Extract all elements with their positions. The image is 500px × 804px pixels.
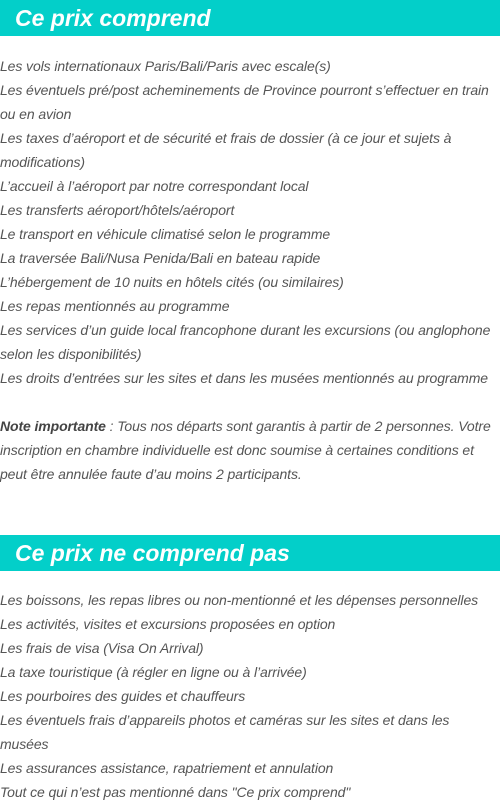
excluded-section-header xyxy=(0,535,500,571)
included-item-transport: Le transport en véhicule climatisé selon le programme xyxy=(0,226,331,242)
important-note-label: Note importante xyxy=(0,418,106,434)
excluded-item-drinks: Les boissons, les repas libres ou non-mentionné et les dépenses personnelles xyxy=(0,592,479,608)
important-note-text: : Tous nos départs sont garantis à partir de 2 personnes. Votre inscription en chambre individuelle est donc soumise à certaines conditions et peut être annulée faute d’au moins 2 participants. xyxy=(0,418,491,482)
included-item-guide: Les services d’un guide local francophone durant les excursions (ou anglophone selon les disponibilités) xyxy=(0,322,491,362)
excluded-item-tips: Les pourboires des guides et chauffeurs xyxy=(0,688,246,704)
included-item-taxes: Les taxes d’aéroport et de sécurité et frais de dossier (à ce jour et sujets à modifications) xyxy=(0,130,452,170)
included-item-accommodation: L’hébergement de 10 nuits en hôtels cités (ou similaires) xyxy=(0,274,344,290)
excluded-item-insurance: Les assurances assistance, rapatriement et annulation xyxy=(0,760,334,776)
excluded-item-tourist-tax: La taxe touristique (à régler en ligne ou à l’arrivée) xyxy=(0,664,307,680)
included-item-ferry: La traversée Bali/Nusa Penida/Bali en bateau rapide xyxy=(0,250,321,266)
included-items-list xyxy=(0,54,500,390)
excluded-items-list xyxy=(0,588,500,804)
included-item-entry-fees: Les droits d’entrées sur les sites et dans les musées mentionnés au programme xyxy=(0,370,488,386)
included-item-flights: Les vols internationaux Paris/Bali/Paris avec escale(s) xyxy=(0,58,331,74)
excluded-item-optional-activities: Les activités, visites et excursions proposées en option xyxy=(0,616,336,632)
included-item-meals: Les repas mentionnés au programme xyxy=(0,298,230,314)
excluded-item-camera-fees: Les éventuels frais d’appareils photos et caméras sur les sites et dans les musées xyxy=(0,712,450,752)
important-note xyxy=(0,414,500,486)
included-section-title: Ce prix comprend xyxy=(15,5,211,31)
excluded-item-other: Tout ce qui n’est pas mentionné dans "Ce prix comprend" xyxy=(0,784,351,800)
included-item-airport-welcome: L’accueil à l’aéroport par notre correspondant local xyxy=(0,178,309,194)
included-item-hotel-transfers: Les transferts aéroport/hôtels/aéroport xyxy=(0,202,235,218)
included-item-province-transfers: Les éventuels pré/post acheminements de Province pourront s’effectuer en train ou en avion xyxy=(0,82,489,122)
included-section-header xyxy=(0,0,500,36)
excluded-section-title: Ce prix ne comprend pas xyxy=(15,540,290,566)
excluded-item-visa: Les frais de visa (Visa On Arrival) xyxy=(0,640,204,656)
